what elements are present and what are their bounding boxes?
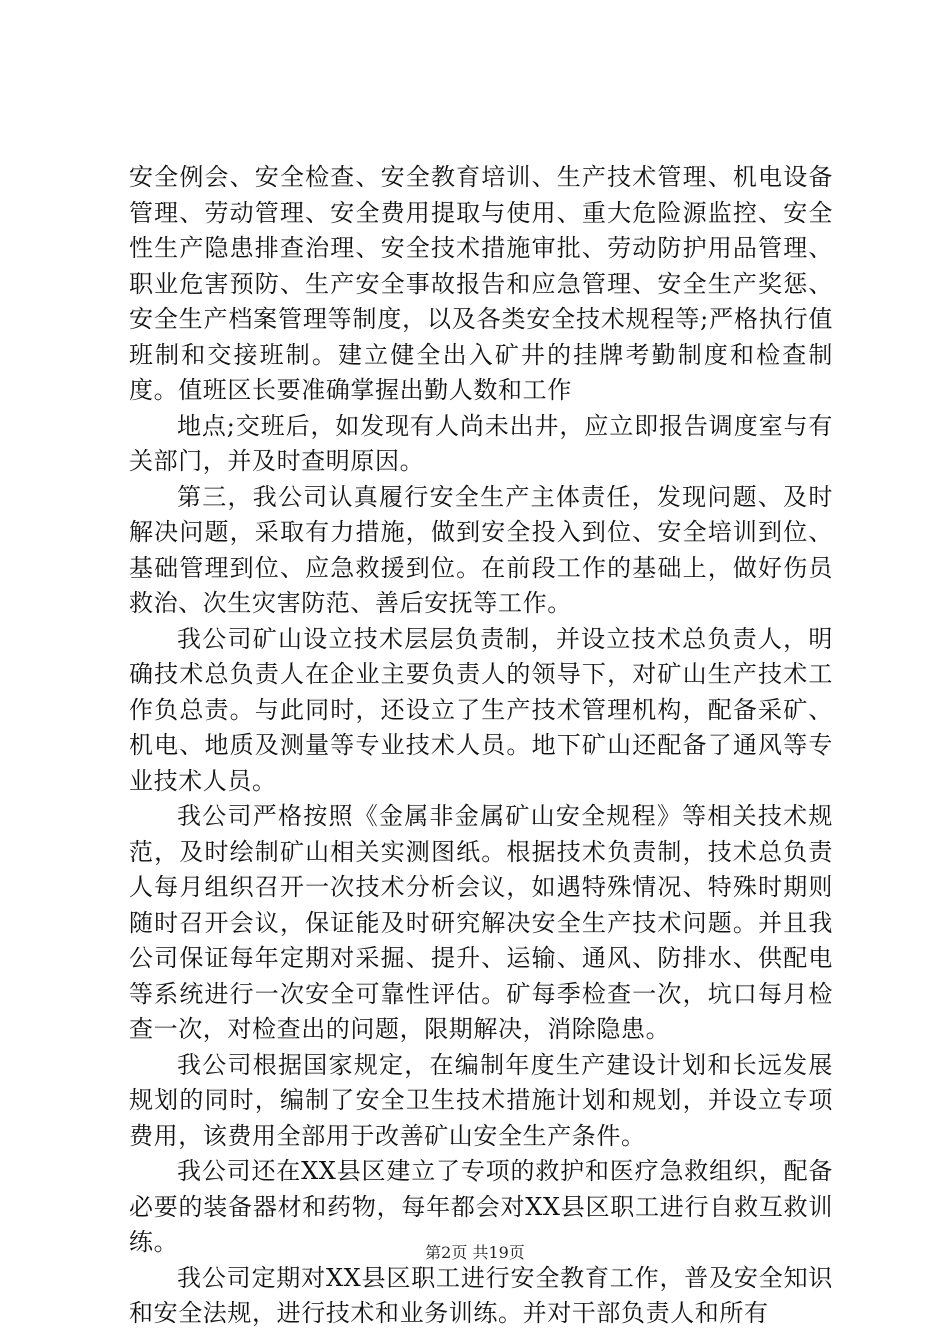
paragraph-continuation: 安全例会、安全检查、安全教育培训、生产技术管理、机电设备管理、劳动管理、安全费用提取与使用、重大危险源监控、安全性生产隐患排查治理、安全技术措施审批、劳动防护用品管理、职业危害预防、生产安全事故报告和应急管理、安全生产奖惩、安全生产档案管理等制度，以及各类安全技术规程等;严格执行值班制和交接班制。建立健全出入矿井的挂牌考勤制度和检查制度。值班区长要准确掌握出勤人数和工作 xyxy=(129,163,833,404)
paragraph: 第三，我公司认真履行安全生产主体责任，发现问题、及时解决问题，采取有力措施，做到安全投入到位、安全培训到位、基础管理到位、应急救援到位。在前段工作的基础上，做好伤员救治、次生灾害防范、善后安抚等工作。 xyxy=(129,482,833,617)
document-body xyxy=(129,160,833,1332)
paragraph: 我公司还在XX县区建立了专项的救护和医疗急救组织，配备必要的装备器材和药物，每年都会对XX县区职工进行自救互救训练。 xyxy=(129,1157,833,1256)
paragraph: 地点;交班后，如发现有人尚未出井，应立即报告调度室与有关部门，并及时查明原因。 xyxy=(129,411,833,475)
paragraph: 我公司严格按照《金属非金属矿山安全规程》等相关技术规范，及时绘制矿山相关实测图纸。根据技术负责制，技术总负责人每月组织召开一次技术分析会议，如遇特殊情况、特殊时期则随时召开会议，保证能及时研究解决安全生产技术问题。并且我公司保证每年定期对采掘、提升、运输、通风、防排水、供配电等系统进行一次安全可靠性评估。矿每季检查一次，坑口每月检查一次，对检查出的问题，限期解决，消除隐患。 xyxy=(129,802,833,1043)
paragraph: 我公司定期对XX县区职工进行安全教育工作，普及安全知识和安全法规，进行技术和业务训练。并对干部负责人和所有 xyxy=(129,1263,833,1327)
page-number-footer: 第2页 共19页 xyxy=(425,1243,525,1262)
paragraph: 我公司根据国家规定，在编制年度生产建设计划和长远发展规划的同时，编制了安全卫生技术措施计划和规划，并设立专项费用，该费用全部用于改善矿山安全生产条件。 xyxy=(129,1050,833,1150)
paragraph: 我公司矿山设立技术层层负责制，并设立技术总负责人，明确技术总负责人在企业主要负责人的领导下，对矿山生产技术工作负总责。与此同时，还设立了生产技术管理机构，配备采矿、机电、地质及测量等专业技术人员。地下矿山还配备了通风等专业技术人员。 xyxy=(129,624,833,795)
